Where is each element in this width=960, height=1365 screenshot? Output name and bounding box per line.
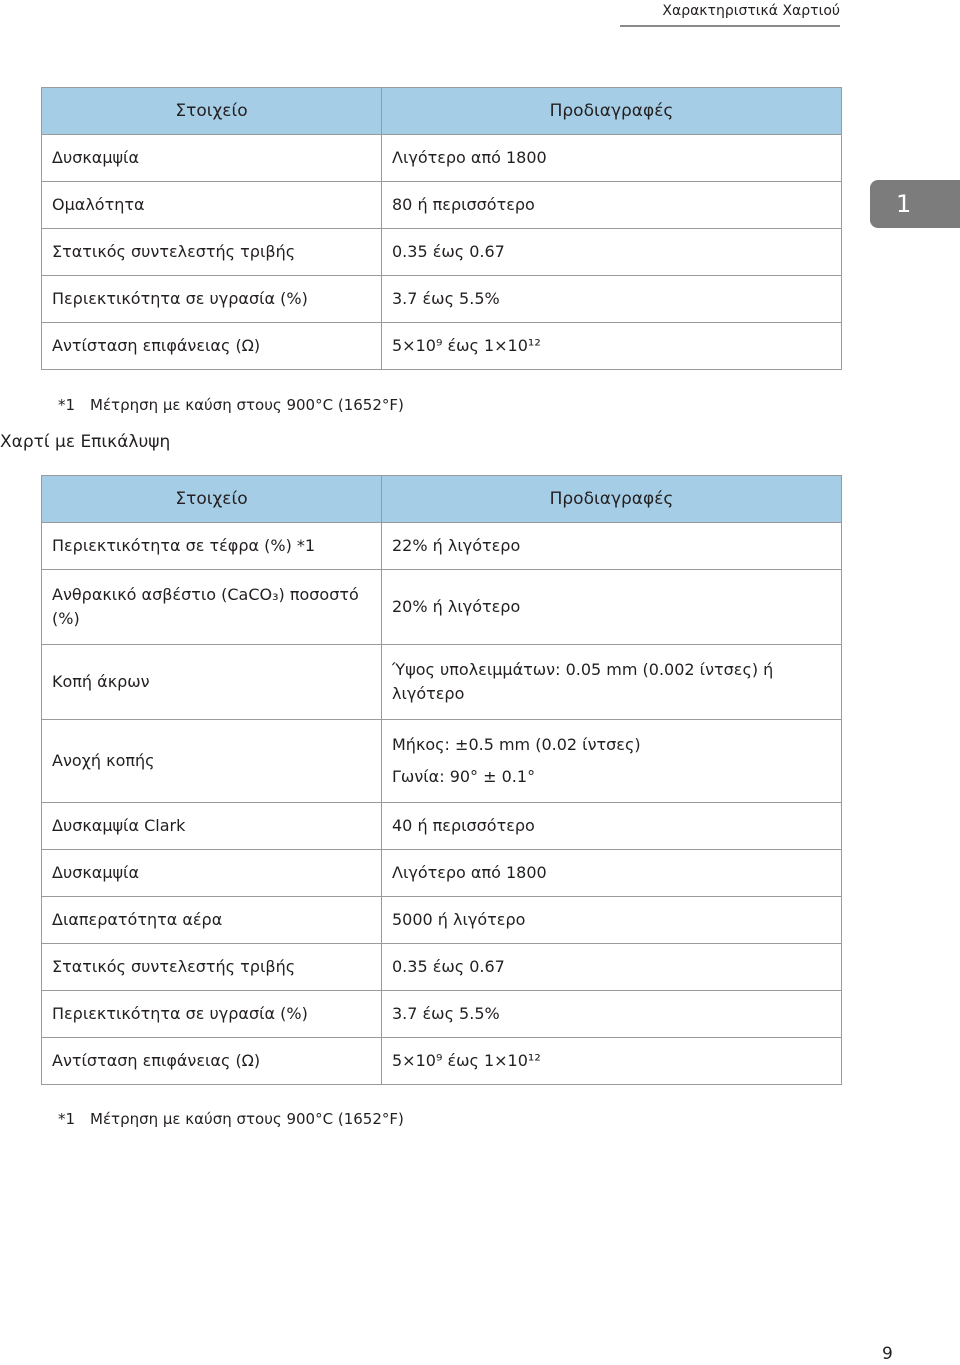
spec-cell [382, 897, 842, 944]
footnote-text: Μέτρηση με καύση στους 900°C (1652°F) [90, 396, 404, 414]
footnote-mark: *1 [58, 1110, 76, 1128]
spec-cell [382, 803, 842, 850]
item-cell: Περιεκτικότητα σε υγρασία (%) [42, 991, 382, 1038]
coated-paper-spec-table [41, 475, 842, 1085]
spec-cell: 3.7 έως 5.5% [382, 276, 842, 323]
table-row [42, 135, 842, 182]
table-row [42, 570, 842, 645]
item-cell: Αντίσταση επιφάνειας (Ω) [42, 1038, 382, 1085]
running-header-title: Χαρακτηριστικά Χαρτιού [662, 3, 840, 19]
item-cell: Δυσκαμψία [42, 135, 382, 182]
spec-line: Λιγότερο από 1800 [392, 863, 547, 882]
table-row [42, 991, 842, 1038]
table-row [42, 229, 842, 276]
item-cell: Διαπερατότητα αέρα [42, 897, 382, 944]
table-row [42, 897, 842, 944]
spec-line: Ύψος υπολειμμάτων: 0.05 mm (0.002 ίντσες) ή λιγότερο [392, 660, 774, 703]
table-row [42, 276, 842, 323]
spec-line: 0.35 έως 0.67 [392, 957, 505, 976]
spec-cell [382, 720, 842, 803]
footnote-text: Μέτρηση με καύση στους 900°C (1652°F) [90, 1110, 404, 1128]
spec-line: 20% ή λιγότερο [392, 597, 521, 616]
spec-cell: 0.35 έως 0.67 [382, 229, 842, 276]
table-row [42, 944, 842, 991]
item-cell: Κοπή άκρων [42, 645, 382, 720]
column-header-item: Στοιχείο [42, 476, 382, 523]
spec-cell [382, 523, 842, 570]
section-title: Χαρτί με Επικάλυψη [0, 432, 171, 452]
footnote-mark: *1 [58, 396, 76, 414]
table-row [42, 645, 842, 720]
spec-line: 3.7 έως 5.5% [392, 1004, 500, 1023]
item-cell: Στατικός συντελεστής τριβής [42, 944, 382, 991]
table-row [42, 523, 842, 570]
table-row [42, 323, 842, 370]
spec-cell [382, 1038, 842, 1085]
table-row [42, 1038, 842, 1085]
item-cell: Αντίσταση επιφάνειας (Ω) [42, 323, 382, 370]
item-cell: Ανθρακικό ασβέστιο (CaCO₃) ποσοστό (%) [42, 570, 382, 645]
footnote [58, 1110, 404, 1128]
spec-line: 5×10⁹ έως 1×10¹² [392, 1051, 541, 1070]
column-header-spec: Προδιαγραφές [382, 88, 842, 135]
chapter-tab: 1 [870, 180, 960, 228]
table-row [42, 182, 842, 229]
item-cell: Ομαλότητα [42, 182, 382, 229]
spec-cell: Λιγότερο από 1800 [382, 135, 842, 182]
page-number: 9 [882, 1344, 893, 1364]
spec-cell: 80 ή περισσότερο [382, 182, 842, 229]
spec-cell: 5×10⁹ έως 1×10¹² [382, 323, 842, 370]
spec-line: 22% ή λιγότερο [392, 536, 521, 555]
item-cell: Δυσκαμψία Clark [42, 803, 382, 850]
column-header-spec: Προδιαγραφές [382, 476, 842, 523]
header-rule [620, 25, 840, 27]
table-row [42, 850, 842, 897]
spec-cell [382, 645, 842, 720]
table-row [42, 803, 842, 850]
item-cell: Ανοχή κοπής [42, 720, 382, 803]
spec-line: Γωνία: 90° ± 0.1° [392, 767, 536, 786]
table-row [42, 720, 842, 803]
item-cell: Στατικός συντελεστής τριβής [42, 229, 382, 276]
spec-line: 40 ή περισσότερο [392, 816, 535, 835]
item-cell: Περιεκτικότητα σε υγρασία (%) [42, 276, 382, 323]
item-cell: Περιεκτικότητα σε τέφρα (%) *1 [42, 523, 382, 570]
table-header-row [42, 88, 842, 135]
table-header-row [42, 476, 842, 523]
spec-line: 5000 ή λιγότερο [392, 910, 526, 929]
footnote [58, 396, 404, 414]
spec-cell [382, 570, 842, 645]
spec-cell [382, 991, 842, 1038]
spec-line: Μήκος: ±0.5 mm (0.02 ίντσες) [392, 735, 641, 754]
item-cell: Δυσκαμψία [42, 850, 382, 897]
spec-cell [382, 944, 842, 991]
column-header-item: Στοιχείο [42, 88, 382, 135]
paper-spec-table [41, 87, 842, 370]
spec-cell [382, 850, 842, 897]
